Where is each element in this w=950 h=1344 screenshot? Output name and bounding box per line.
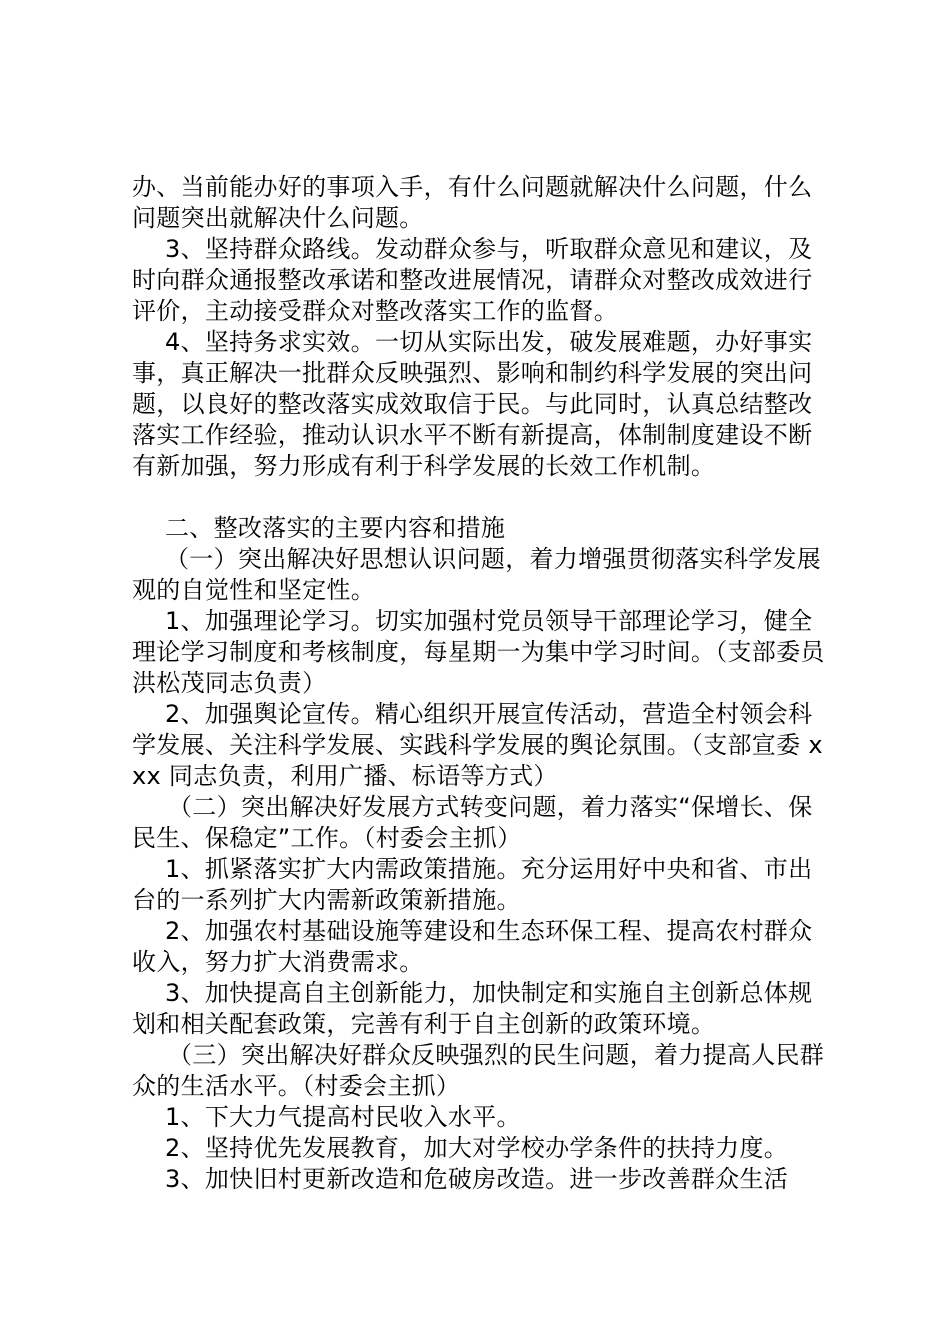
paragraph-item-3: 3、加快提高自主创新能力，加快制定和实施自主创新总体规划和相关配套政策，完善有利于自主创新的政策环境。 [132, 979, 813, 1038]
paragraph-item-3: 3、加快旧村更新改造和危破房改造。进一步改善群众生活 [165, 1165, 789, 1193]
paragraph-item-3: 3、坚持群众路线。发动群众参与，听取群众意见和建议，及时向群众通报整改承诺和整改进展情况，请群众对整改成效进行评价，主动接受群众对整改落实工作的监督。 [132, 235, 813, 325]
paragraph-continuation: 办、当前能办好的事项入手，有什么问题就解决什么问题，什么问题突出就解决什么问题。 [132, 173, 813, 232]
document-body [132, 172, 832, 1195]
paragraph-item-2: 2、加强舆论宣传。精心组织开展宣传活动，营造全村领会科学发展、关注科学发展、实践科学发展的舆论氛围。（支部宣委 xxx 同志负责，利用广播、标语等方式） [132, 700, 823, 790]
paragraph-item-1: 1、抓紧落实扩大内需政策措施。充分运用好中央和省、市出台的一系列扩大内需新政策新措施。 [132, 855, 813, 914]
section-heading-2: 二、整改落实的主要内容和措施 [165, 514, 506, 542]
subsection-heading-2: （二）突出解决好发展方式转变问题，着力落实“保增长、保民生、保稳定”工作。（村委会主抓） [132, 793, 813, 852]
paragraph-item-1: 1、下大力气提高村民收入水平。 [165, 1103, 521, 1131]
subsection-heading-1: （一）突出解决好思想认识问题，着力增强贯彻落实科学发展观的自觉性和坚定性。 [132, 545, 822, 604]
paragraph-item-1: 1、加强理论学习。切实加强村党员领导干部理论学习，健全理论学习制度和考核制度，每星期一为集中学习时间。（支部委员洪松茂同志负责） [132, 607, 825, 697]
paragraph-item-2: 2、坚持优先发展教育，加大对学校办学条件的扶持力度。 [165, 1134, 789, 1162]
paragraph-item-4: 4、坚持务求实效。一切从实际出发，破发展难题，办好事实事，真正解决一批群众反映强烈、影响和制约科学发展的突出问题，以良好的整改落实成效取信于民。与此同时，认真总结整改落实工作经验，推动认识水平不断有新提高，体制制度建设不断有新加强，努力形成有利于科学发展的长效工作机制。 [132, 328, 813, 480]
paragraph-spacer [132, 482, 832, 513]
subsection-heading-3: （三）突出解决好群众反映强烈的民生问题，着力提高人民群众的生活水平。（村委会主抓） [132, 1041, 825, 1100]
paragraph-item-2: 2、加强农村基础设施等建设和生态环保工程、提高农村群众收入，努力扩大消费需求。 [132, 917, 813, 976]
